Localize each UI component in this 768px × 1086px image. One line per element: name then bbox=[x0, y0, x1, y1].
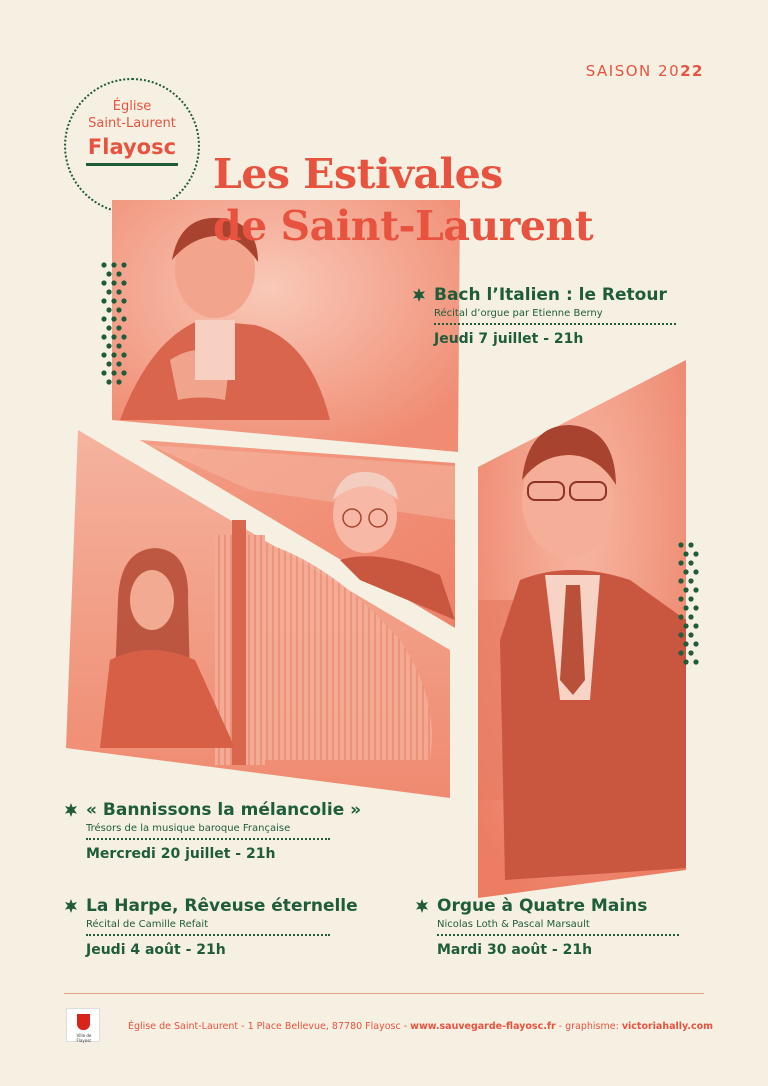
event-4-date: Mardi 30 août - 21h bbox=[437, 942, 593, 958]
badge-line-1: Église bbox=[112, 99, 152, 114]
season-label: SAISON 2022 bbox=[585, 62, 704, 80]
logo-caption: Ville de Flayosc bbox=[76, 1033, 92, 1043]
star-icon bbox=[415, 899, 429, 913]
badge-town: Flayosc bbox=[87, 135, 177, 159]
event-4-subtitle: Nicolas Loth & Pascal Marsault bbox=[437, 919, 590, 930]
event-4-divider bbox=[437, 934, 679, 936]
title-line-2: de Saint-Laurent bbox=[213, 202, 594, 250]
town-logo bbox=[66, 1008, 100, 1042]
event-1-date: Jeudi 7 juillet - 21h bbox=[434, 331, 584, 347]
event-3-divider bbox=[86, 934, 330, 936]
event-4-name: Orgue à Quatre Mains bbox=[437, 896, 648, 916]
footer-rule bbox=[64, 993, 704, 994]
event-2 bbox=[64, 800, 361, 862]
event-1-subtitle: Récital d’orgue par Etienne Berny bbox=[434, 308, 603, 319]
event-2-date: Mercredi 20 juillet - 21h bbox=[86, 846, 276, 862]
event-2-divider bbox=[86, 838, 330, 840]
star-icon bbox=[64, 803, 78, 817]
footer-address: Église de Saint-Laurent - 1 Place Bellevue, 87780 Flayosc - bbox=[128, 1021, 411, 1032]
event-3 bbox=[64, 896, 358, 958]
poster-title bbox=[213, 148, 593, 252]
star-icon bbox=[64, 899, 78, 913]
shield-icon bbox=[77, 1014, 90, 1030]
photo-organist-3 bbox=[478, 360, 686, 898]
event-2-subtitle: Trésors de la musique baroque Française bbox=[86, 823, 291, 834]
badge-line-2: Saint-Laurent bbox=[88, 116, 176, 131]
footer-designer-link[interactable]: victoriahally.com bbox=[621, 1021, 714, 1032]
event-3-subtitle: Récital de Camille Refait bbox=[86, 919, 209, 930]
footer-separator: - graphisme: bbox=[555, 1021, 622, 1032]
title-line-1: Les Estivales bbox=[213, 150, 503, 198]
event-4 bbox=[415, 896, 679, 958]
event-1-name: Bach l’Italien : le Retour bbox=[434, 285, 667, 305]
event-1-divider bbox=[434, 323, 676, 325]
star-icon bbox=[412, 288, 426, 302]
footer-text bbox=[128, 1021, 713, 1032]
event-1 bbox=[412, 285, 676, 347]
event-3-date: Jeudi 4 août - 21h bbox=[86, 942, 226, 958]
event-3-name: La Harpe, Rêveuse éternelle bbox=[86, 896, 358, 916]
event-2-name: « Bannissons la mélancolie » bbox=[86, 800, 362, 820]
footer-website-link[interactable]: www.sauvegarde-flayosc.fr bbox=[410, 1021, 556, 1032]
